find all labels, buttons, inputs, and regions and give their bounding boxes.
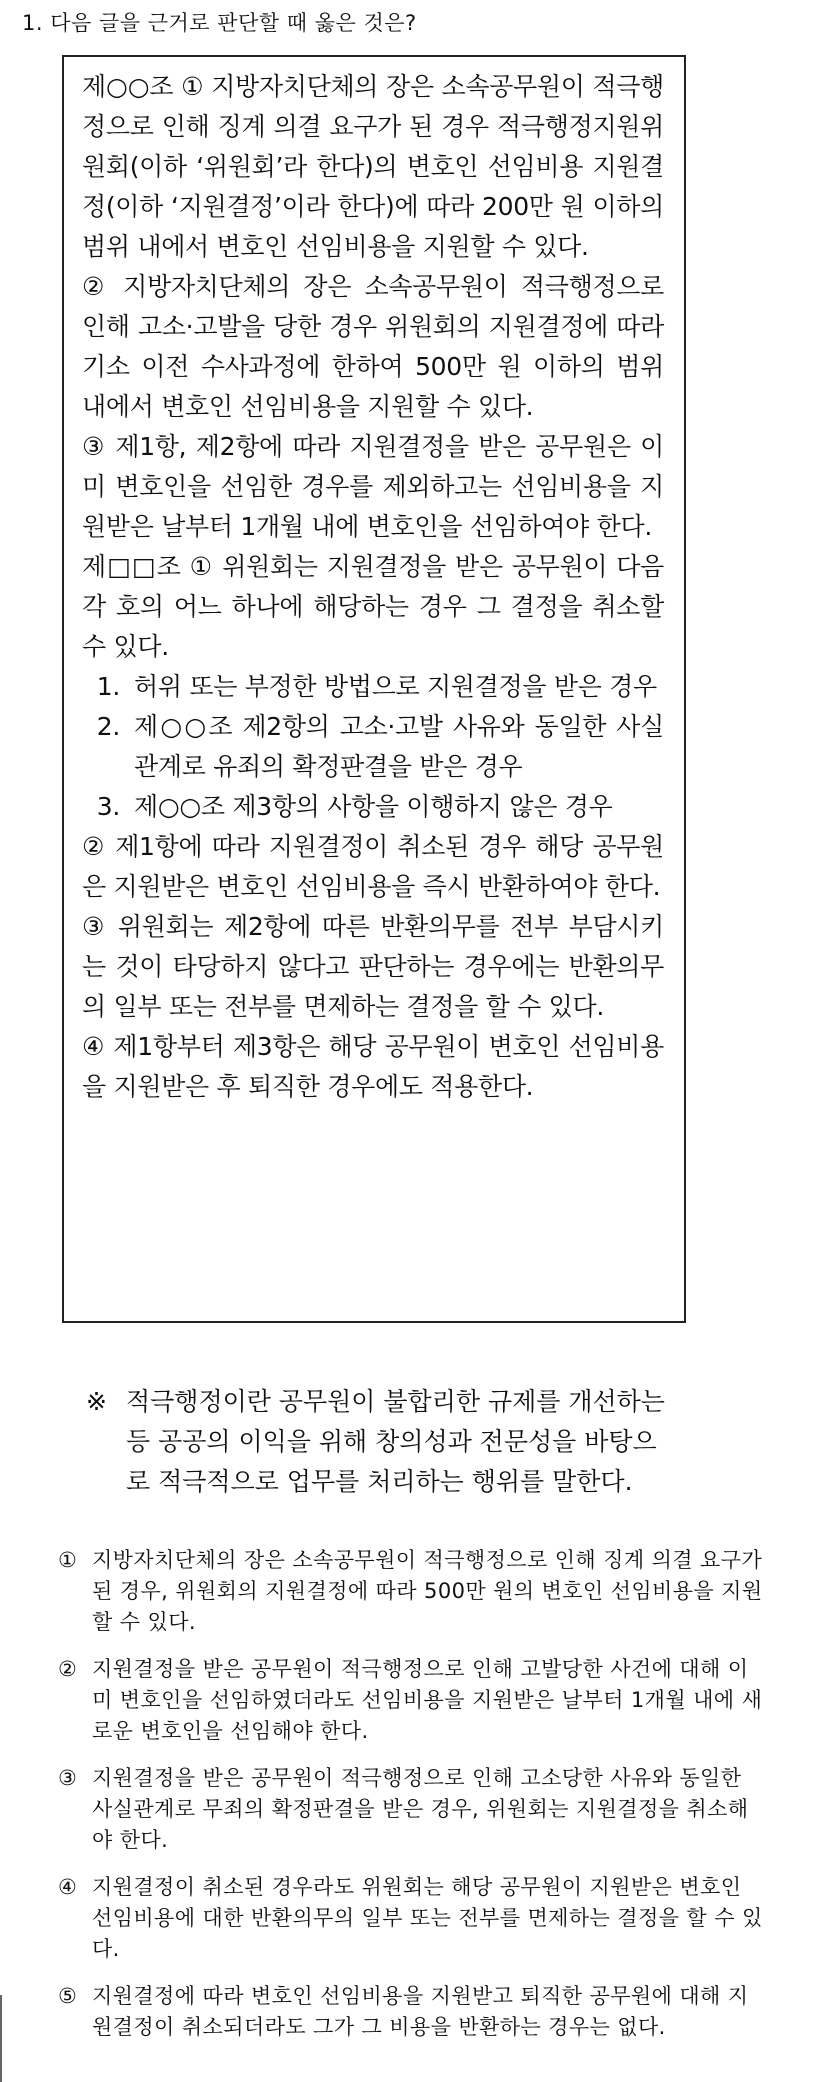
option-text: 지원결정에 따라 변호인 선임비용을 지원받고 퇴직한 공무원에 대해 지원결정이 취소되더라도 그가 그 비용을 반환하는 경우는 없다. — [92, 1984, 749, 2039]
article-2-item-2 — [82, 707, 664, 787]
option-3[interactable] — [58, 1763, 764, 1856]
reference-mark: ※ — [86, 1387, 107, 1416]
option-number: ⑤ — [58, 1984, 78, 2008]
option-number: ④ — [58, 1875, 78, 1899]
answer-options — [58, 1545, 764, 2059]
article-2-item-3 — [82, 787, 664, 827]
option-text: 지원결정을 받은 공무원이 적극행정으로 인해 고발당한 사건에 대해 이미 변호인을 선임하였더라도 선임비용을 지원받은 날부터 1개월 내에 새로운 변호인을 선임해야 한다. — [92, 1657, 763, 1743]
article-1-paragraph-2: ② 지방자치단체의 장은 소속공무원이 적극행정으로 인해 고소·고발을 당한 경우 위원회의 지원결정에 따라 기소 이전 수사과정에 한하여 500만 원 이하의 범위 내에서 변호인 선임비용을 지원할 수 있다. — [82, 272, 664, 421]
footnote-text: 적극행정이란 공무원이 불합리한 규제를 개선하는 등 공공의 이익을 위해 창의성과 전문성을 바탕으로 적극적으로 업무를 처리하는 행위를 말한다. — [126, 1387, 665, 1496]
question-title: 1. 다음 글을 근거로 판단할 때 옳은 것은? — [22, 11, 417, 35]
article-2-paragraph-3: ③ 위원회는 제2항에 따른 반환의무를 전부 부담시키는 것이 타당하지 않다고 판단하는 경우에는 반환의무의 일부 또는 전부를 면제하는 결정을 할 수 있다. — [82, 912, 664, 1021]
option-text: 지방자치단체의 장은 소속공무원이 적극행정으로 인해 징계 의결 요구가 된 경우, 위원회의 지원결정에 따라 500만 원의 변호인 선임비용을 지원할 수 있다. — [92, 1548, 763, 1634]
article-2-paragraph-4: ④ 제1항부터 제3항은 해당 공무원이 변호인 선임비용을 지원받은 후 퇴직한 경우에도 적용한다. — [82, 1032, 664, 1101]
option-5[interactable] — [58, 1981, 764, 2043]
article-2-item-1 — [82, 667, 664, 707]
item-number: 2. — [96, 712, 120, 741]
option-text: 지원결정을 받은 공무원이 적극행정으로 인해 고소당한 사유와 동일한 사실관계로 무죄의 확정판결을 받은 경우, 위원회는 지원결정을 취소해야 한다. — [92, 1766, 749, 1852]
article-1-paragraph-1: 제○○조 ① 지방자치단체의 장은 소속공무원이 적극행정으로 인해 징계 의결 요구가 된 경우 적극행정지원위원회(이하 ‘위원회’라 한다)의 변호인 선임비용 지원결정(이하 ‘지원결정’이라 한다)에 따라 200만 원 이하의 범위 내에서 변호인 선임비용을 지원할 수 있다. — [82, 72, 664, 261]
article-2-paragraph-1: 제□□조 ① 위원회는 지원결정을 받은 공무원이 다음 각 호의 어느 하나에 해당하는 경우 그 결정을 취소할 수 있다. — [82, 552, 664, 661]
item-text: 제○○조 제3항의 사항을 이행하지 않은 경우 — [134, 792, 613, 821]
item-text: 제○○조 제2항의 고소·고발 사유와 동일한 사실관계로 유죄의 확정판결을 받은 경우 — [134, 712, 664, 781]
page-margin-line — [0, 1995, 2, 2082]
option-number: ③ — [58, 1766, 78, 1790]
item-number: 3. — [96, 792, 120, 821]
footnote — [86, 1382, 666, 1502]
option-4[interactable] — [58, 1872, 764, 1965]
article-2-paragraph-2: ② 제1항에 따라 지원결정이 취소된 경우 해당 공무원은 지원받은 변호인 선임비용을 즉시 반환하여야 한다. — [82, 832, 664, 901]
option-number: ① — [58, 1548, 78, 1572]
option-text: 지원결정이 취소된 경우라도 위원회는 해당 공무원이 지원받은 변호인 선임비용에 대한 반환의무의 일부 또는 전부를 면제하는 결정을 할 수 있다. — [92, 1875, 763, 1961]
article-1-paragraph-3: ③ 제1항, 제2항에 따라 지원결정을 받은 공무원은 이미 변호인을 선임한 경우를 제외하고는 선임비용을 지원받은 날부터 1개월 내에 변호인을 선임하여야 한다. — [82, 432, 664, 541]
statute-passage-box — [62, 55, 686, 1323]
item-text: 허위 또는 부정한 방법으로 지원결정을 받은 경우 — [134, 672, 657, 701]
item-number: 1. — [96, 672, 120, 701]
option-2[interactable] — [58, 1654, 764, 1747]
option-1[interactable] — [58, 1545, 764, 1638]
option-number: ② — [58, 1657, 78, 1681]
